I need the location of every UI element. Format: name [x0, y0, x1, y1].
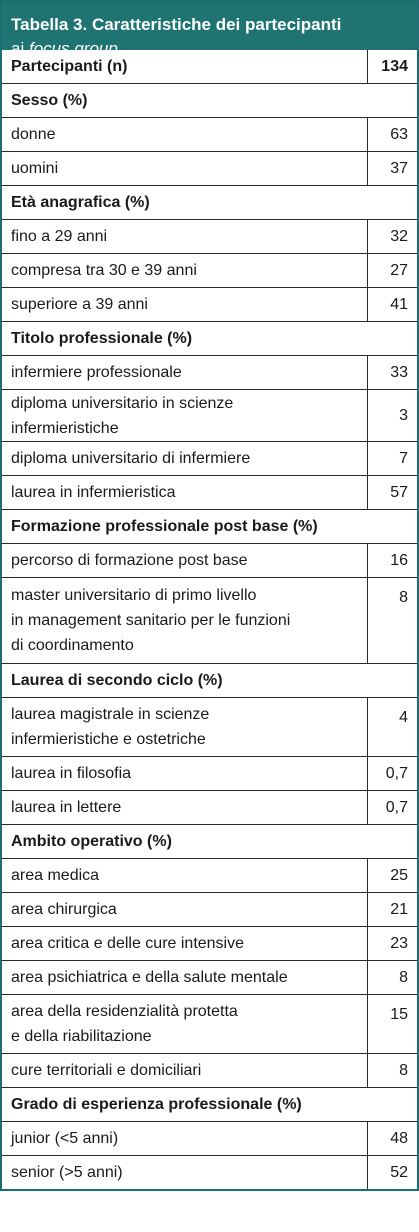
row-label: [2, 476, 368, 510]
table-row: [2, 476, 417, 510]
table-row: [2, 152, 417, 186]
row-value: 32: [368, 220, 418, 254]
row-label-line: percorso di formazione post base: [11, 552, 248, 569]
row-label-line: superiore a 39 anni: [11, 296, 148, 313]
row-label: [2, 50, 368, 84]
row-value: 25: [368, 859, 418, 893]
row-label: [2, 544, 368, 578]
section-header-row: [2, 1088, 417, 1122]
section-header-row: [2, 825, 417, 859]
row-label-line: e della riabilitazione: [11, 1028, 152, 1045]
row-value: 57: [368, 476, 418, 510]
row-label: [2, 152, 368, 186]
row-label: [2, 220, 368, 254]
row-value: 27: [368, 254, 418, 288]
table-row: [2, 1054, 417, 1088]
table-row: [2, 254, 417, 288]
row-label: [2, 1122, 368, 1156]
row-label-line: compresa tra 30 e 39 anni: [11, 262, 197, 279]
row-label: [2, 791, 368, 825]
section-header-label: Grado di esperienza professionale (%): [2, 1088, 417, 1122]
table-row: [2, 893, 417, 927]
row-label-line: laurea in filosofia: [11, 765, 132, 782]
section-header-row: [2, 186, 417, 220]
row-label: [2, 390, 368, 442]
section-header-row: [2, 84, 417, 118]
section-header-label: Sesso (%): [2, 84, 417, 118]
row-value: 52: [368, 1156, 418, 1190]
row-label: [2, 118, 368, 152]
row-label-line: laurea in lettere: [11, 799, 122, 816]
row-value: 21: [368, 893, 418, 927]
row-label-line: in management sanitario per le funzioni: [11, 612, 291, 629]
table-row: [2, 791, 417, 825]
row-label-line: di coordinamento: [11, 637, 134, 654]
row-label: [2, 893, 368, 927]
table-row: [2, 757, 417, 791]
table-title-prefix: ai: [11, 39, 29, 58]
section-header-label: Formazione professionale post base (%): [2, 510, 417, 544]
row-value: 16: [368, 544, 418, 578]
row-label: [2, 442, 368, 476]
row-value: 0,7: [368, 791, 418, 825]
row-label-line: cure territoriali e domiciliari: [11, 1062, 202, 1079]
row-label-line: Partecipanti (n): [11, 58, 128, 75]
row-value: 3: [368, 390, 418, 442]
row-label: [2, 1156, 368, 1190]
row-value: 0,7: [368, 757, 418, 791]
table-row: [2, 961, 417, 995]
row-value: 15: [368, 995, 418, 1054]
row-label: [2, 578, 368, 664]
row-value: 4: [368, 698, 418, 757]
table-row: [2, 288, 417, 322]
row-value: 7: [368, 442, 418, 476]
section-header-row: [2, 322, 417, 356]
row-label-line: master universitario di primo livello: [11, 587, 257, 604]
row-label: [2, 757, 368, 791]
row-value: 48: [368, 1122, 418, 1156]
table-row: [2, 698, 417, 757]
row-label-line: donne: [11, 126, 56, 143]
row-label-line: uomini: [11, 160, 59, 177]
row-label-line: infermieristiche: [11, 419, 119, 437]
row-value: 63: [368, 118, 418, 152]
row-label: [2, 698, 368, 757]
table-title: [2, 2, 417, 58]
table-row: [2, 1156, 417, 1190]
row-label-line: infermieristiche e ostetriche: [11, 731, 206, 748]
section-header-label: Età anagrafica (%): [2, 186, 417, 220]
section-header-label: Titolo professionale (%): [2, 322, 417, 356]
row-value: 23: [368, 927, 418, 961]
row-value: 134: [368, 50, 418, 84]
row-label-line: area psichiatrica e della salute mentale: [11, 969, 288, 986]
table-title-italic: focus group: [28, 39, 118, 58]
participants-table-body: [2, 50, 417, 1189]
row-label: [2, 254, 368, 288]
table-row: [2, 995, 417, 1054]
row-label-line: diploma universitario in scienze: [11, 394, 234, 412]
row-label: [2, 288, 368, 322]
row-label-line: area chirurgica: [11, 901, 117, 918]
table-row: [2, 356, 417, 390]
row-label-line: area critica e delle cure intensive: [11, 935, 245, 952]
section-header-row: [2, 664, 417, 698]
table-row: [2, 390, 417, 442]
row-label-line: senior (>5 anni): [11, 1164, 123, 1181]
table-row: [2, 118, 417, 152]
row-value: 41: [368, 288, 418, 322]
table-title-line1: Tabella 3. Caratteristiche dei partecipanti: [11, 15, 342, 34]
row-value: 8: [368, 578, 418, 664]
table-row: [2, 859, 417, 893]
table-row: [2, 220, 417, 254]
section-header-label: Ambito operativo (%): [2, 825, 417, 859]
participants-table: [2, 50, 417, 1189]
table-row: [2, 578, 417, 664]
row-label: [2, 1054, 368, 1088]
row-label-line: junior (<5 anni): [11, 1130, 119, 1147]
row-label-line: laurea in infermieristica: [11, 484, 176, 501]
row-label-line: infermiere professionale: [11, 364, 182, 381]
row-value: 33: [368, 356, 418, 390]
section-header-row: [2, 510, 417, 544]
row-label: [2, 961, 368, 995]
row-label-line: fino a 29 anni: [11, 228, 108, 245]
table-row: [2, 927, 417, 961]
row-value: 8: [368, 961, 418, 995]
row-label: [2, 859, 368, 893]
row-label-line: laurea magistrale in scienze: [11, 706, 210, 723]
table-row: [2, 1122, 417, 1156]
section-header-label: Laurea di secondo ciclo (%): [2, 664, 417, 698]
row-label: [2, 356, 368, 390]
table-row: [2, 544, 417, 578]
row-value: 8: [368, 1054, 418, 1088]
row-label-line: diploma universitario di infermiere: [11, 450, 251, 467]
row-label-line: area della residenzialità protetta: [11, 1003, 238, 1020]
row-label: [2, 995, 368, 1054]
table-row: [2, 442, 417, 476]
total-participants-row: [2, 50, 417, 84]
row-value: 37: [368, 152, 418, 186]
row-label: [2, 927, 368, 961]
row-label-line: area medica: [11, 867, 100, 884]
